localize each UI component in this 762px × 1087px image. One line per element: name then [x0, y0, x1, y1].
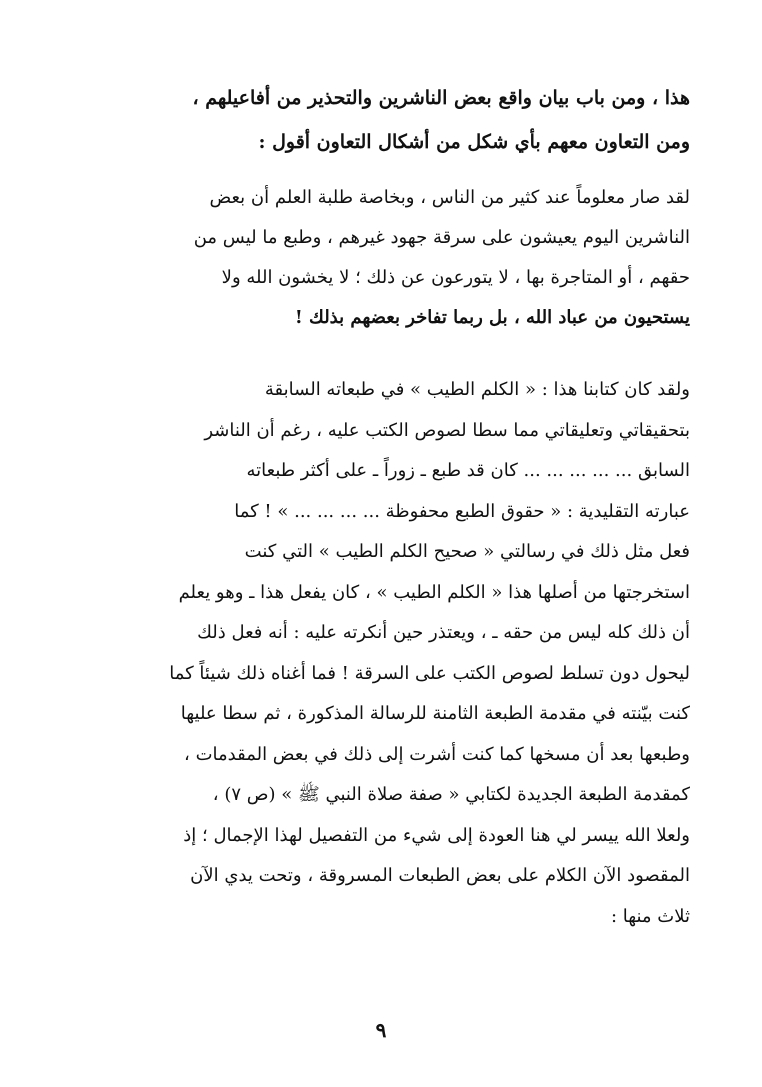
page-number: ٩	[375, 1018, 387, 1042]
paragraph-line: فعل مثل ذلك في رسالتي « صحيح الكلم الطيب » التي كنت	[244, 541, 690, 562]
paragraph-line: أن ذلك كله ليس من حقه ـ ، ويعتذر حين أنكرته عليه : أنه فعل ذلك	[197, 622, 690, 643]
paragraph-line: لقد صار معلوماً عند كثير من الناس ، وبخاصة طلبة العلم أن بعض	[209, 187, 690, 208]
paragraph-line: عبارته التقليدية : « حقوق الطبع محفوظة ... ... ... ... » ! كما	[234, 500, 690, 522]
paragraph-line: ثلاث منها :	[610, 905, 690, 927]
body-paragraph-1	[76, 178, 690, 338]
paragraph-line: كنت بيّنته في مقدمة الطبعة الثامنة للرسالة المذكورة ، ثم سطا عليها	[180, 703, 690, 724]
paragraph-line: وطبعها بعد أن مسخها كما كنت أشرت إلى ذلك في بعض المقدمات ،	[184, 743, 690, 765]
paragraph-line: السابق ... ... ... ... ... كان قد طبع ـ زوراً ـ على أكثر طبعاته	[246, 460, 690, 481]
intro-line: هذا ، ومن باب بيان واقع بعض الناشرين والتحذير من أفاعيلهم ،	[192, 87, 690, 109]
intro-line: ومن التعاون معهم بأي شكل من أشكال التعاون أقول :	[258, 131, 690, 153]
paragraph-line: حقهم ، أو المتاجرة بها ، لا يتورعون عن ذلك ؛ لا يخشون الله ولا	[221, 267, 690, 288]
paragraph-line: ليحول دون تسلط لصوص الكتب على السرقة ! فما أغناه ذلك شيئاً كما	[169, 662, 690, 684]
paragraph-line: المقصود الآن الكلام على بعض الطبعات المسروقة ، وتحت يدي الآن	[190, 865, 690, 886]
paragraph-line: بتحقيقاتي وتعليقاتي مما سطا لصوص الكتب عليه ، رغم أن الناشر	[204, 419, 690, 441]
paragraph-line: استخرجتها من أصلها هذا « الكلم الطيب » ، كان يفعل هذا ـ وهو يعلم	[178, 581, 690, 603]
body-paragraph-2	[76, 370, 690, 937]
paragraph-line: كمقدمة الطبعة الجديدة لكتابي « صفة صلاة النبي ﷺ » (ص ٧) ،	[212, 784, 690, 805]
paragraph-line: ولقد كان كتابنا هذا : « الكلم الطيب » في طبعاته السابقة	[264, 379, 690, 400]
intro-paragraph	[76, 76, 690, 164]
paragraph-line: يستحيون من عباد الله ، بل ربما تفاخر بعضهم بذلك !	[294, 307, 690, 328]
paragraph-line: الناشرين اليوم يعيشون على سرقة جهود غيرهم ، وطبع ما ليس من	[193, 227, 690, 248]
paragraph-line: ولعلا الله ييسر لي هنا العودة إلى شيء من التفصيل لهذا الإجمال ؛ إذ	[183, 824, 690, 846]
